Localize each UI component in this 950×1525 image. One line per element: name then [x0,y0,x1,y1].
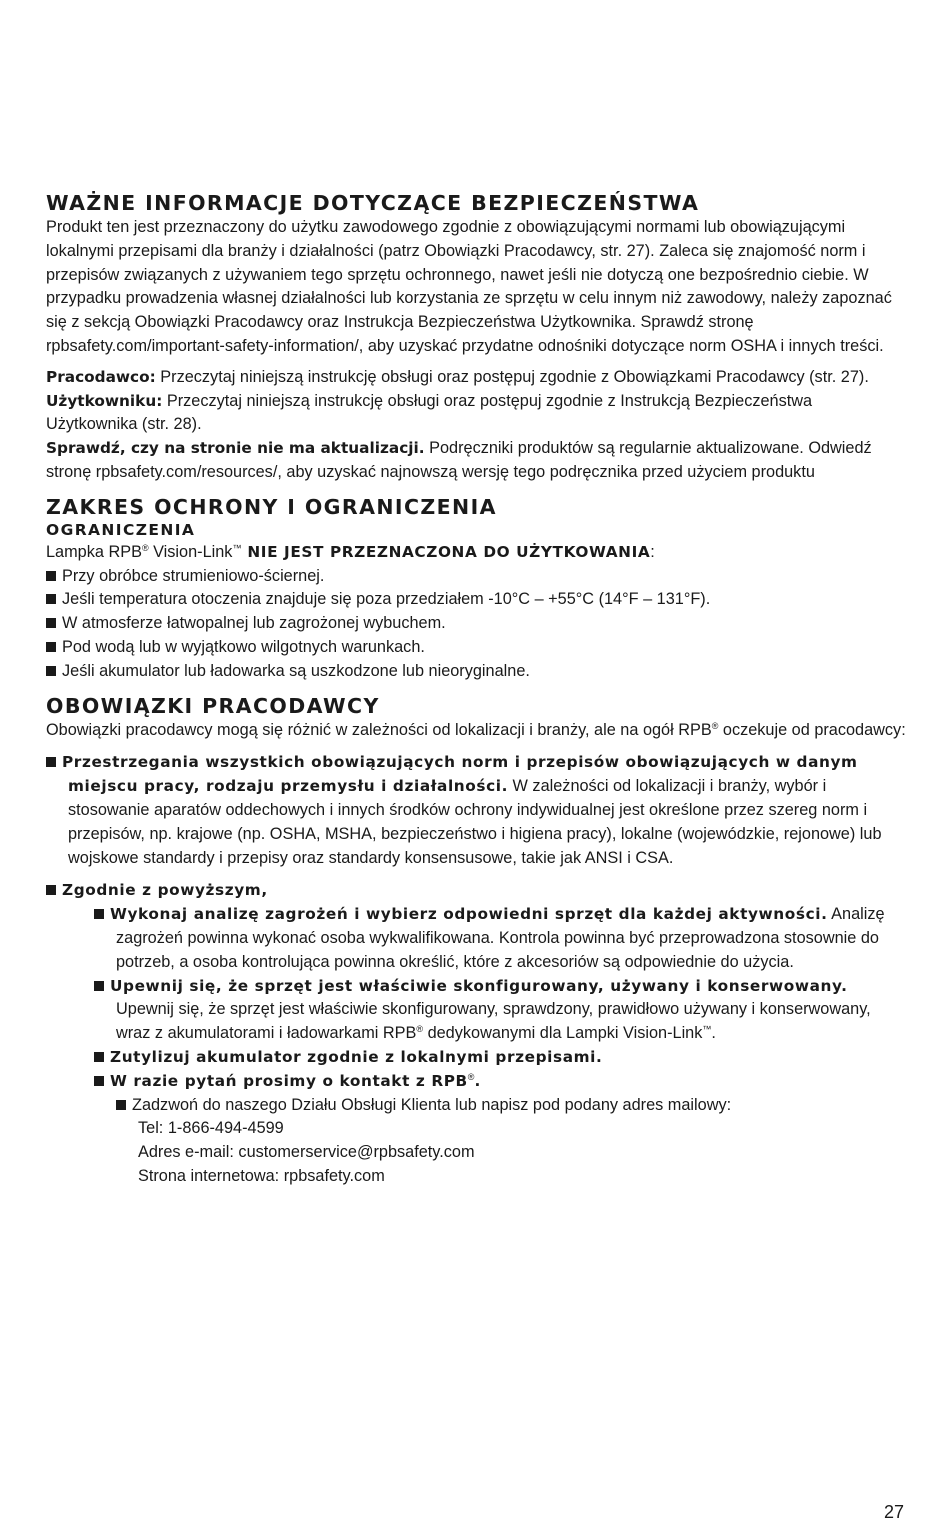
employer-note [46,366,906,390]
registered-mark: ® [141,542,149,553]
lead-bold: NIE JEST PRZEZNACZONA DO UŻYTKOWANIA [241,542,651,561]
square-bullet-icon [116,1100,126,1110]
employer-heading: OBOWIĄZKI PRACODAWCY [46,693,380,718]
employer-intro: Obowiązki pracodawcy mogą się różnić w zależności od lokalizacji i branży, ale na ogół RPB® oczekuje od pracodawcy: [46,720,906,739]
duty-item-accordingly: Zgodnie z powyższym, [46,879,906,903]
updates-note [46,437,906,485]
limitations-list [46,565,906,684]
list-item: Pod wodą lub w wyjątkowo wilgotnych warunkach. [46,636,906,660]
page-number: 27 [884,1502,905,1522]
updates-text: Podręczniki produktów są regularnie aktualizowane. Odwiedź stronę rpbsafety.com/resources/, aby uzyskać najnowszą wersję tego podręcznika przed użyciem produktu [46,439,872,481]
duty-subitem-configure: Upewnij się, że sprzęt jest właściwie skonfigurowany, używany i konserwowany. Upewnij się, że sprzęt jest właściwie skonfigurowany, sprawdzony, prawidłowo używany i konserwowany, wraz z akumulatorami i ładowarkami RPB® dedykowanymi dla Lampki Vision-Link™. [46,975,906,1046]
limitations-lead [46,541,906,565]
square-bullet-icon [94,981,104,991]
updates-label: Sprawdź, czy na stronie nie ma aktualizacji. [46,439,425,458]
square-bullet-icon [46,594,56,604]
contact-email: Adres e-mail: customerservice@rpbsafety.com [138,1143,475,1162]
square-bullet-icon [46,666,56,676]
duty-subitem-contact: W razie pytań prosimy o kontakt z RPB®. [46,1070,906,1094]
user-text: Przeczytaj niniejszą instrukcję obsługi oraz postępuj zgodnie z Instrukcją Bezpieczeństwa Użytkownika (str. 28). [46,391,813,434]
page-content [46,190,906,1189]
registered-mark: ® [467,1071,475,1082]
list-item: Jeśli akumulator lub ładowarka są uszkodzone lub nieoryginalne. [46,660,906,684]
list-item: Przy obróbce strumieniowo-ściernej. [46,565,906,589]
user-label: Użytkowniku: [46,391,163,410]
square-bullet-icon [94,909,104,919]
contact-website: Strona internetowa: rpbsafety.com [138,1166,385,1185]
user-note [46,390,906,438]
square-bullet-icon [46,885,56,895]
contact-phone: Tel: 1-866-494-4599 [138,1119,284,1138]
list-item: W atmosferze łatwopalnej lub zagrożonej wybuchem. [46,612,906,636]
registered-mark: ® [711,720,719,731]
square-bullet-icon [46,571,56,581]
limitations-subheading: OGRANICZENIA [46,520,196,539]
registered-mark: ® [416,1024,424,1035]
lead-product: Vision-Link [148,542,233,561]
list-item: Jeśli temperatura otoczenia znajduje się poza przedziałem -10°C – +55°C (14°F – 131°F). [46,588,906,612]
duty-subitem-hazard: Wykonaj analizę zagrożeń i wybierz odpowiedni sprzęt dla każdej aktywności. Analizę zagrożeń powinna wykonać osoba wykwalifikowana. Kontrola powinna być przeprowadzona stosownie do potrzeb, a osoba kontrolująca powinna określić, które z akcesoriów są odpowiednie do użycia. [46,903,906,974]
trademark-mark: ™ [232,542,242,553]
employer-label: Pracodawco: [46,367,156,386]
safety-heading: WAŻNE INFORMACJE DOTYCZĄCE BEZPIECZEŃSTWA [46,191,700,215]
square-bullet-icon [46,618,56,628]
scope-heading: ZAKRES OCHRONY I OGRANICZENIA [46,494,497,519]
contact-lead: Zadzwoń do naszego Działu Obsługi Klienta lub napisz pod podany adres mailowy: [46,1094,906,1118]
square-bullet-icon [94,1076,104,1086]
lead-prefix: Lampka RPB [46,542,142,561]
duty-item-compliance: Przestrzegania wszystkich obowiązujących norm i przepisów obowiązujących w danym miejscu pracy, rodzaju przemysłu i działalności. W zależności od lokalizacji i branży, wybór i stosowanie aparatów oddechowych i innych środków ochrony indywidualnej jest określone przez szereg norm i przepisów, np. krajowe (np. OSHA, MSHA, bezpieczeństwo i higiena pracy), lokalne (wojewódzkie, rejonowe) lub wojskowe standardy i przepisy oraz standardy konsensusowe, takie jak ANSI i CSA. [46,751,906,870]
duty-subitem-dispose: Zutylizuj akumulator zgodnie z lokalnymi przepisami. [46,1046,906,1070]
trademark-mark: ™ [702,1024,712,1035]
safety-intro: Produkt ten jest przeznaczony do użytku zawodowego zgodnie z obowiązującymi normami lub obowiązującymi lokalnymi przepisami dla branży i działalności (patrz Obowiązki Pracodawcy, str. 27). Zaleca się znajomość norm i przepisów związanych z używaniem tego sprzętu ochronnego, nawet jeśli nie dotyczą one bezpośrednio ciebie. W przypadku prowadzenia własnej działalności lub korzystania ze sprzętu w celu innym niż zawodowy, należy zapoznać się z sekcją Obowiązki Pracodawcy oraz Instrukcja Bezpieczeństwa Użytkownika. Sprawdź stronę rpbsafety.com/important-safety-information/, aby uzyskać przydatne odnośniki dotyczące norm OSHA i innych treści. [46,218,892,355]
square-bullet-icon [46,757,56,767]
employer-text: Przeczytaj niniejszą instrukcję obsługi oraz postępuj zgodnie z Obowiązkami Pracodawcy (str. 27). [155,367,869,386]
lead-colon: : [650,542,655,561]
square-bullet-icon [46,642,56,652]
square-bullet-icon [94,1052,104,1062]
